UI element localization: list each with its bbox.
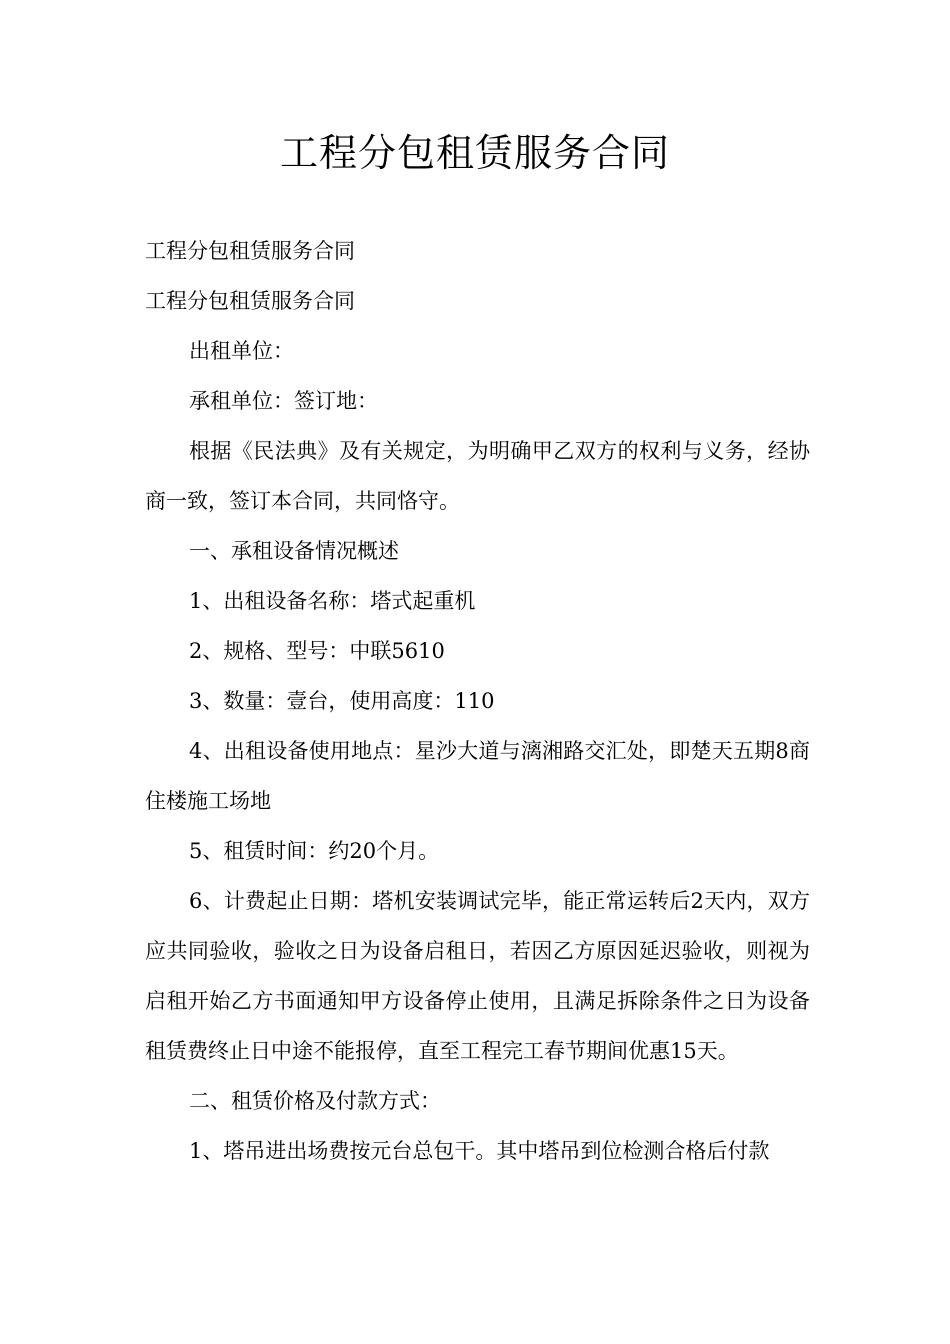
clause-2-1: 1、塔吊进出场费按元台总包干。其中塔吊到位检测合格后付款 (189, 1139, 770, 1163)
clause-1-6: 6、计费起止日期：塔机安装调试完毕，能正常运转后2天内，双方应共同验收，验收之日为设备启租日，若因乙方原因延迟验收，则视为启租开始乙方书面通知甲方设备停止使用，且满足拆除条件之日为设备租赁费终止日中途不能报停，直至工程完工春节期间优惠15天。 (145, 889, 810, 1063)
clause-1-5: 5、租赁时间：约20个月。 (189, 839, 440, 863)
clause-1-1: 1、出租设备名称：塔式起重机 (189, 589, 476, 613)
document-body (145, 226, 810, 1176)
paragraph-heading-1: 工程分包租赁服务合同 (145, 239, 355, 263)
document-title: 工程分包租赁服务合同 (279, 131, 670, 175)
paragraph-preamble: 根据《民法典》及有关规定，为明确甲乙双方的权利与义务，经协商一致，签订本合同，共同恪守。 (145, 439, 810, 513)
paragraph-heading-2: 工程分包租赁服务合同 (145, 289, 355, 313)
section-heading-2: 二、租赁价格及付款方式： (189, 1089, 441, 1113)
clause-1-3: 3、数量：壹台，使用高度：110 (189, 689, 495, 713)
section-heading-1: 一、承租设备情况概述 (189, 539, 399, 563)
paragraph-lessee: 承租单位：签订地： (189, 389, 378, 413)
clause-1-4: 4、出租设备使用地点：星沙大道与漓湘路交汇处，即楚天五期8商住楼施工场地 (145, 739, 810, 813)
paragraph-lessor: 出租单位： (189, 339, 294, 363)
clause-1-2: 2、规格、型号：中联5610 (189, 639, 445, 663)
